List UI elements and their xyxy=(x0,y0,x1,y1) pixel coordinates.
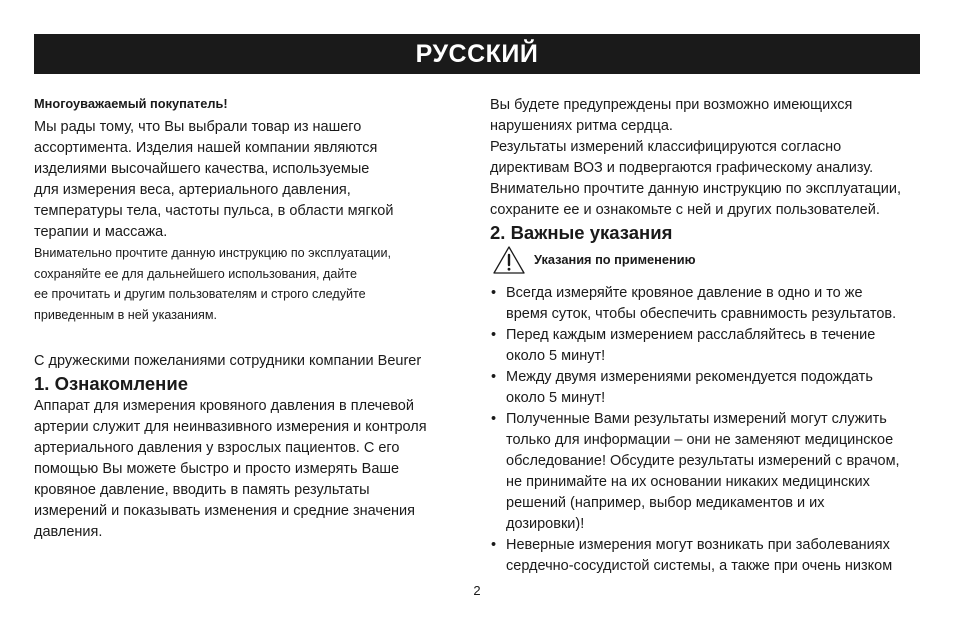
list-item: • Всегда измеряйте кровяное давление в одно и то же время суток, чтобы обеспечить сравнимость результатов. xyxy=(490,283,930,325)
left-column xyxy=(34,95,464,543)
section2-heading: 2. Важные указания xyxy=(490,222,673,243)
usage-notice-label: Указания по применению xyxy=(534,252,696,267)
intro-paragraph: Мы рады тому, что Вы выбрали товар из нашего ассортимента. Изделия нашей компании являются изделиями высочайшего качества, используемые для измерения веса, артериального давления, температуры тела, частоты пульса, в области мягкой терапии и массажа. xyxy=(34,119,394,240)
section1-heading: 1. Ознакомление xyxy=(34,373,189,394)
warning-triangle-icon xyxy=(492,245,526,275)
greeting: Многоуважаемый покупатель! xyxy=(34,96,228,111)
list-item: • Между двумя измерениями рекомендуется подождать около 5 минут! xyxy=(490,367,930,409)
arrhythmia-paragraph: Вы будете предупреждены при возможно имеющихся нарушениях ритма сердца. Результаты измерений классифицируются согласно директивам ВОЗ и подвергаются графическому анализу. Внимательно прочтите данную инструкцию по эксплуатации, сохраните ее и ознакомьте с ней и других пользователей. xyxy=(490,97,902,218)
instructions-note: Внимательно прочтите данную инструкцию по эксплуатации, сохраняйте ее для дальнейшего использования, дайте ее прочитать и другим пользователям и строго следуйте приведенным в ней указаниям. xyxy=(34,246,391,322)
list-item: • Перед каждым измерением расслабляйтесь в течение около 5 минут! xyxy=(490,325,930,367)
language-header-bar xyxy=(34,34,920,74)
list-item: • Неверные измерения могут возникать при заболеваниях сердечно-сосудистой системы, а также при очень низком xyxy=(490,535,930,577)
section1-paragraph: Аппарат для измерения кровяного давления в плечевой артерии служит для неинвазивного измерения и контроля артериального давления у взрослых пациентов. С его помощью Вы можете быстро и просто измерять Ваше кровяное давление, вводить в память результаты измерений и показывать изменения и средние значения давления. xyxy=(34,398,427,540)
language-title: РУССКИЙ xyxy=(415,40,539,68)
usage-notice xyxy=(492,245,930,275)
regards-line: С дружескими пожеланиями сотрудники компании Beurer xyxy=(34,353,422,369)
page-number: 2 xyxy=(473,583,481,598)
usage-bullet-list xyxy=(490,283,930,577)
list-item: • Полученные Вами результаты измерений могут служить только для информации – они не заменяют медицинское обследование! Обсудите результаты измерений с врачом, не принимайте на их основании никаких медицинских решений (например, выбор медикаментов и их дозировки)! xyxy=(490,409,930,535)
right-column xyxy=(490,95,930,577)
